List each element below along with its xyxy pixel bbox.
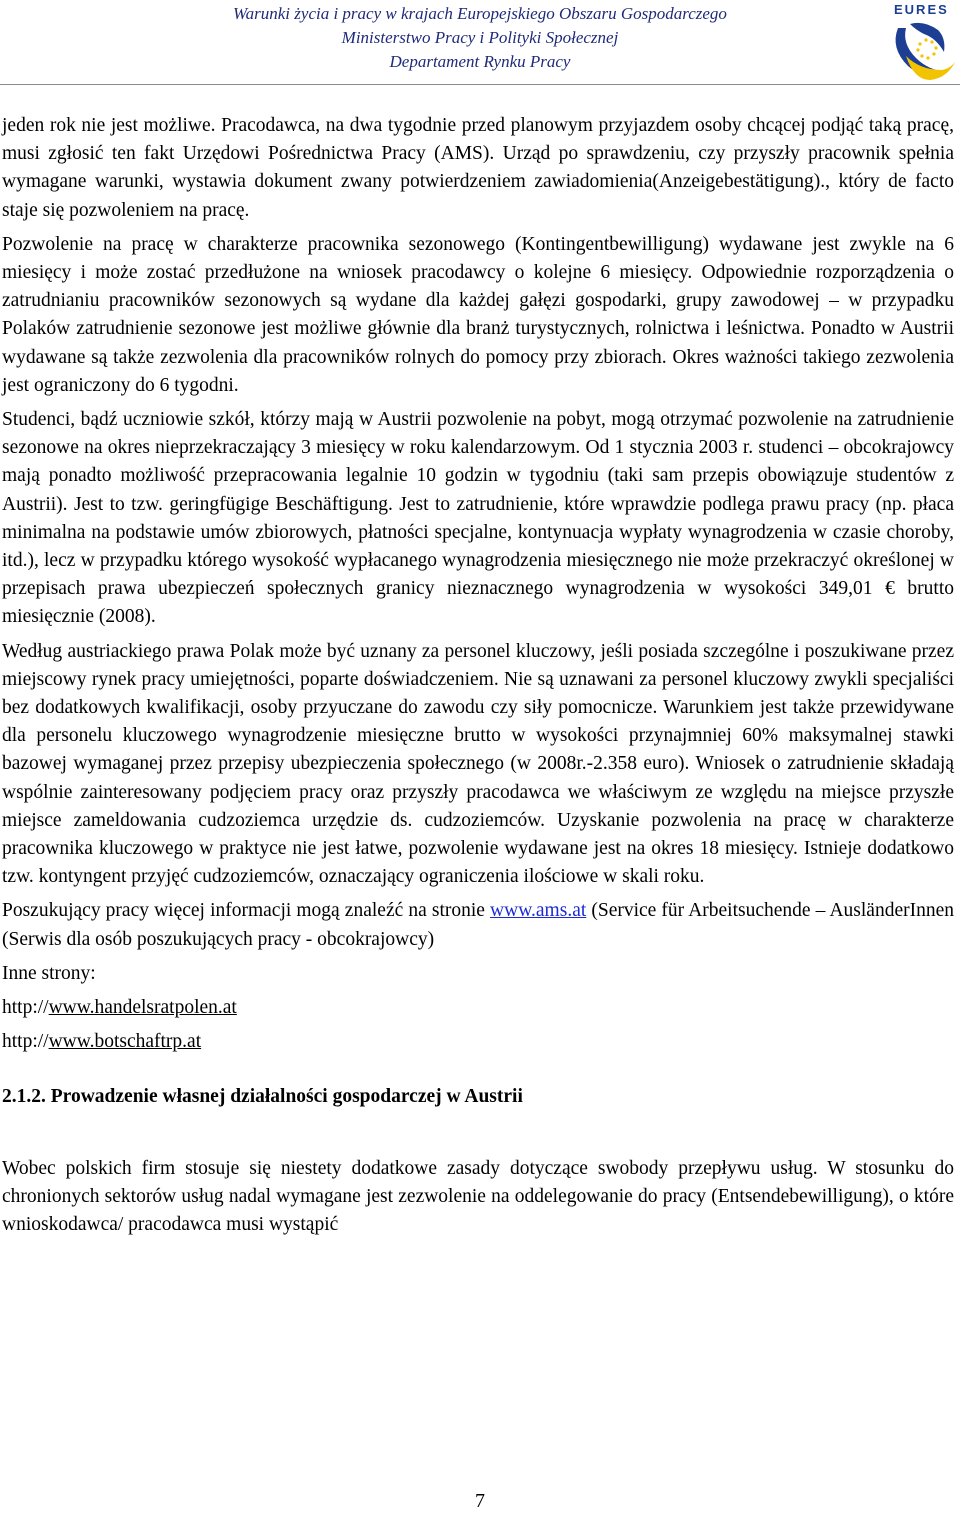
paragraph-5-text-before: Poszukujący pracy więcej informacji mogą znaleźć na stronie [2, 900, 491, 922]
section-heading: 2.1.2. Prowadzenie własnej działalności gospodarczej w Austrii [2, 1085, 523, 1107]
link-handelsrat-url[interactable]: www.handelsratpolen.at [48, 997, 237, 1019]
paragraph-2: Pozwolenie na pracę w charakterze pracownika sezonowego (Kontingentbewilligung) wydawane jest zwykle na 6 miesięcy i może zostać przedłużone na wniosek pracodawcy o kolejne 6 miesięcy. Odpowiednie rozporządzenia o zatrudnianiu pracowników sezonowych są wydane dla każdej gałęzi gospodarki, grupy zawodowej – w przypadku Polaków zatrudnienie sezonowe jest możliwe głównie dla branż turystycznych, rolnictwa i leśnictwa. Ponadto w Austrii wydawane są także zezwolenia dla pracowników rolnych do pomocy przy zbiorach. Okres ważności takiego zezwolenia jest ograniczony do 6 tygodni. [2, 233, 954, 396]
paragraph-5-text-after: (Service für Arbeitsuchende – AusländerInnen (Serwis dla osób poszukujących pracy - obcokrajowcy) [2, 900, 954, 950]
ams-link[interactable]: www.ams.at [490, 900, 587, 922]
paragraph-4: Według austriackiego prawa Polak może być uznany za personel kluczowy, jeśli posiada szczególne i poszukiwane przez miejscowy rynek pracy umiejętności, poparte doświadczeniem. Nie są uznawani za personel kluczowy zwykli specjaliści bez dodatkowych kwalifikacji, osoby przyuczane do zawodu czy siły pomocnicze. Warunkiem jest także przewidywane dla personelu kluczowego wynagrodzenie miesięczne brutto w wysokości przynajmniej 60% maksymalnej stawki bazowej wymaganej przez przepisy ubezpieczenia społecznego (w 2008r.-2.358 euro). Wniosek o zatrudnienie składają wspólnie zainteresowany podjęciem pracy oraz przyszły pracodawca we właściwym ze względu na miejsce przyszłe miejsce zameldowania cudzoziemca urzędzie ds. cudzoziemców. Uzyskanie pozwolenia na pracę w charakterze pracownika kluczowego w praktyce nie jest łatwe, pozwolenie wydawane jest na okres 18 miesięcy. Istnieje dodatkowo tzw. kontyngent przyjęć cudzoziemców, oznaczający ograniczenia ilościowe w skali roku. [2, 640, 954, 888]
header-line-2: Ministerstwo Pracy i Polityki Społecznej [341, 28, 619, 47]
paragraph-5 [2, 897, 954, 953]
eures-logo-icon [880, 0, 960, 90]
link-handelsrat[interactable] [2, 994, 954, 1022]
link-botschaft[interactable] [2, 1028, 954, 1056]
link-botschaft-url[interactable]: www.botschaftrp.at [48, 1031, 202, 1053]
header-line-3: Departament Rynku Pracy [389, 52, 571, 71]
paragraph-6: Wobec polskich firm stosuje się niestety dodatkowe zasady dotyczące swobody przepływu usług. W stosunku do chronionych sektorów usług nadal wymagane jest zezwolenie na oddelegowanie do pracy (Entsendebewilligung), o które wnioskodawca/ pracodawca musi wystąpić [2, 1157, 954, 1235]
page-header [0, 0, 960, 90]
link-botschaft-prefix: http:// [2, 1031, 49, 1053]
paragraph-3: Studenci, bądź uczniowie szkół, którzy mają w Austrii pozwolenie na pobyt, mogą otrzymać pozwolenie na zatrudnienie sezonowe na okres nieprzekraczający 3 miesięcy w roku kalendarzowym. Od 1 stycznia 2003 r. studenci – obcokrajowcy mają ponadto możliwość przepracowania legalnie 10 godzin w tygodniu (taki sam przepis obowiązuje studentów z Austrii). Jest to tzw. geringfügige Beschäftigung. Jest to zatrudnienie, które wprawdzie podlega prawu pracy (np. płaca minimalna na podstawie umów zbiorowych, płatności specjalne, kontynuacja wypłaty wynagrodzenia w czasie choroby, itd.), lecz w przypadku którego wysokość wypłacanego wynagrodzenia miesięcznego nie może przekraczyć określonej w przepisach prawa ubezpieczeń społecznych granicy nieznacznego wynagrodzenia w wysokości 349,01 € brutto miesięcznie (2008). [2, 409, 954, 628]
header-divider [0, 84, 960, 85]
other-pages-label: Inne strony: [2, 962, 96, 984]
header-text [150, 2, 810, 74]
header-line-1: Warunki życia i pracy w krajach Europejskiego Obszaru Gospodarczego [233, 4, 727, 23]
link-handelsrat-prefix: http:// [2, 997, 49, 1019]
paragraph-1: jeden rok nie jest możliwe. Pracodawca, na dwa tygodnie przed planowym przyjazdem osoby chcącej podjąć taką pracę, musi zgłosić ten fakt Urzędowi Pośrednictwa Pracy (AMS). Urząd po sprawdzeniu, czy przyszły pracownik spełnia wymagane warunki, wystawia dokument zwany potwierdzeniem zawiadomienia(Anzeigebestätigung)., który de facto staje się pozwoleniem na pracę. [2, 115, 954, 221]
page-number: 7 [475, 1490, 485, 1512]
svg-text:EURES: EURES [894, 2, 949, 17]
document-body [2, 112, 954, 1245]
